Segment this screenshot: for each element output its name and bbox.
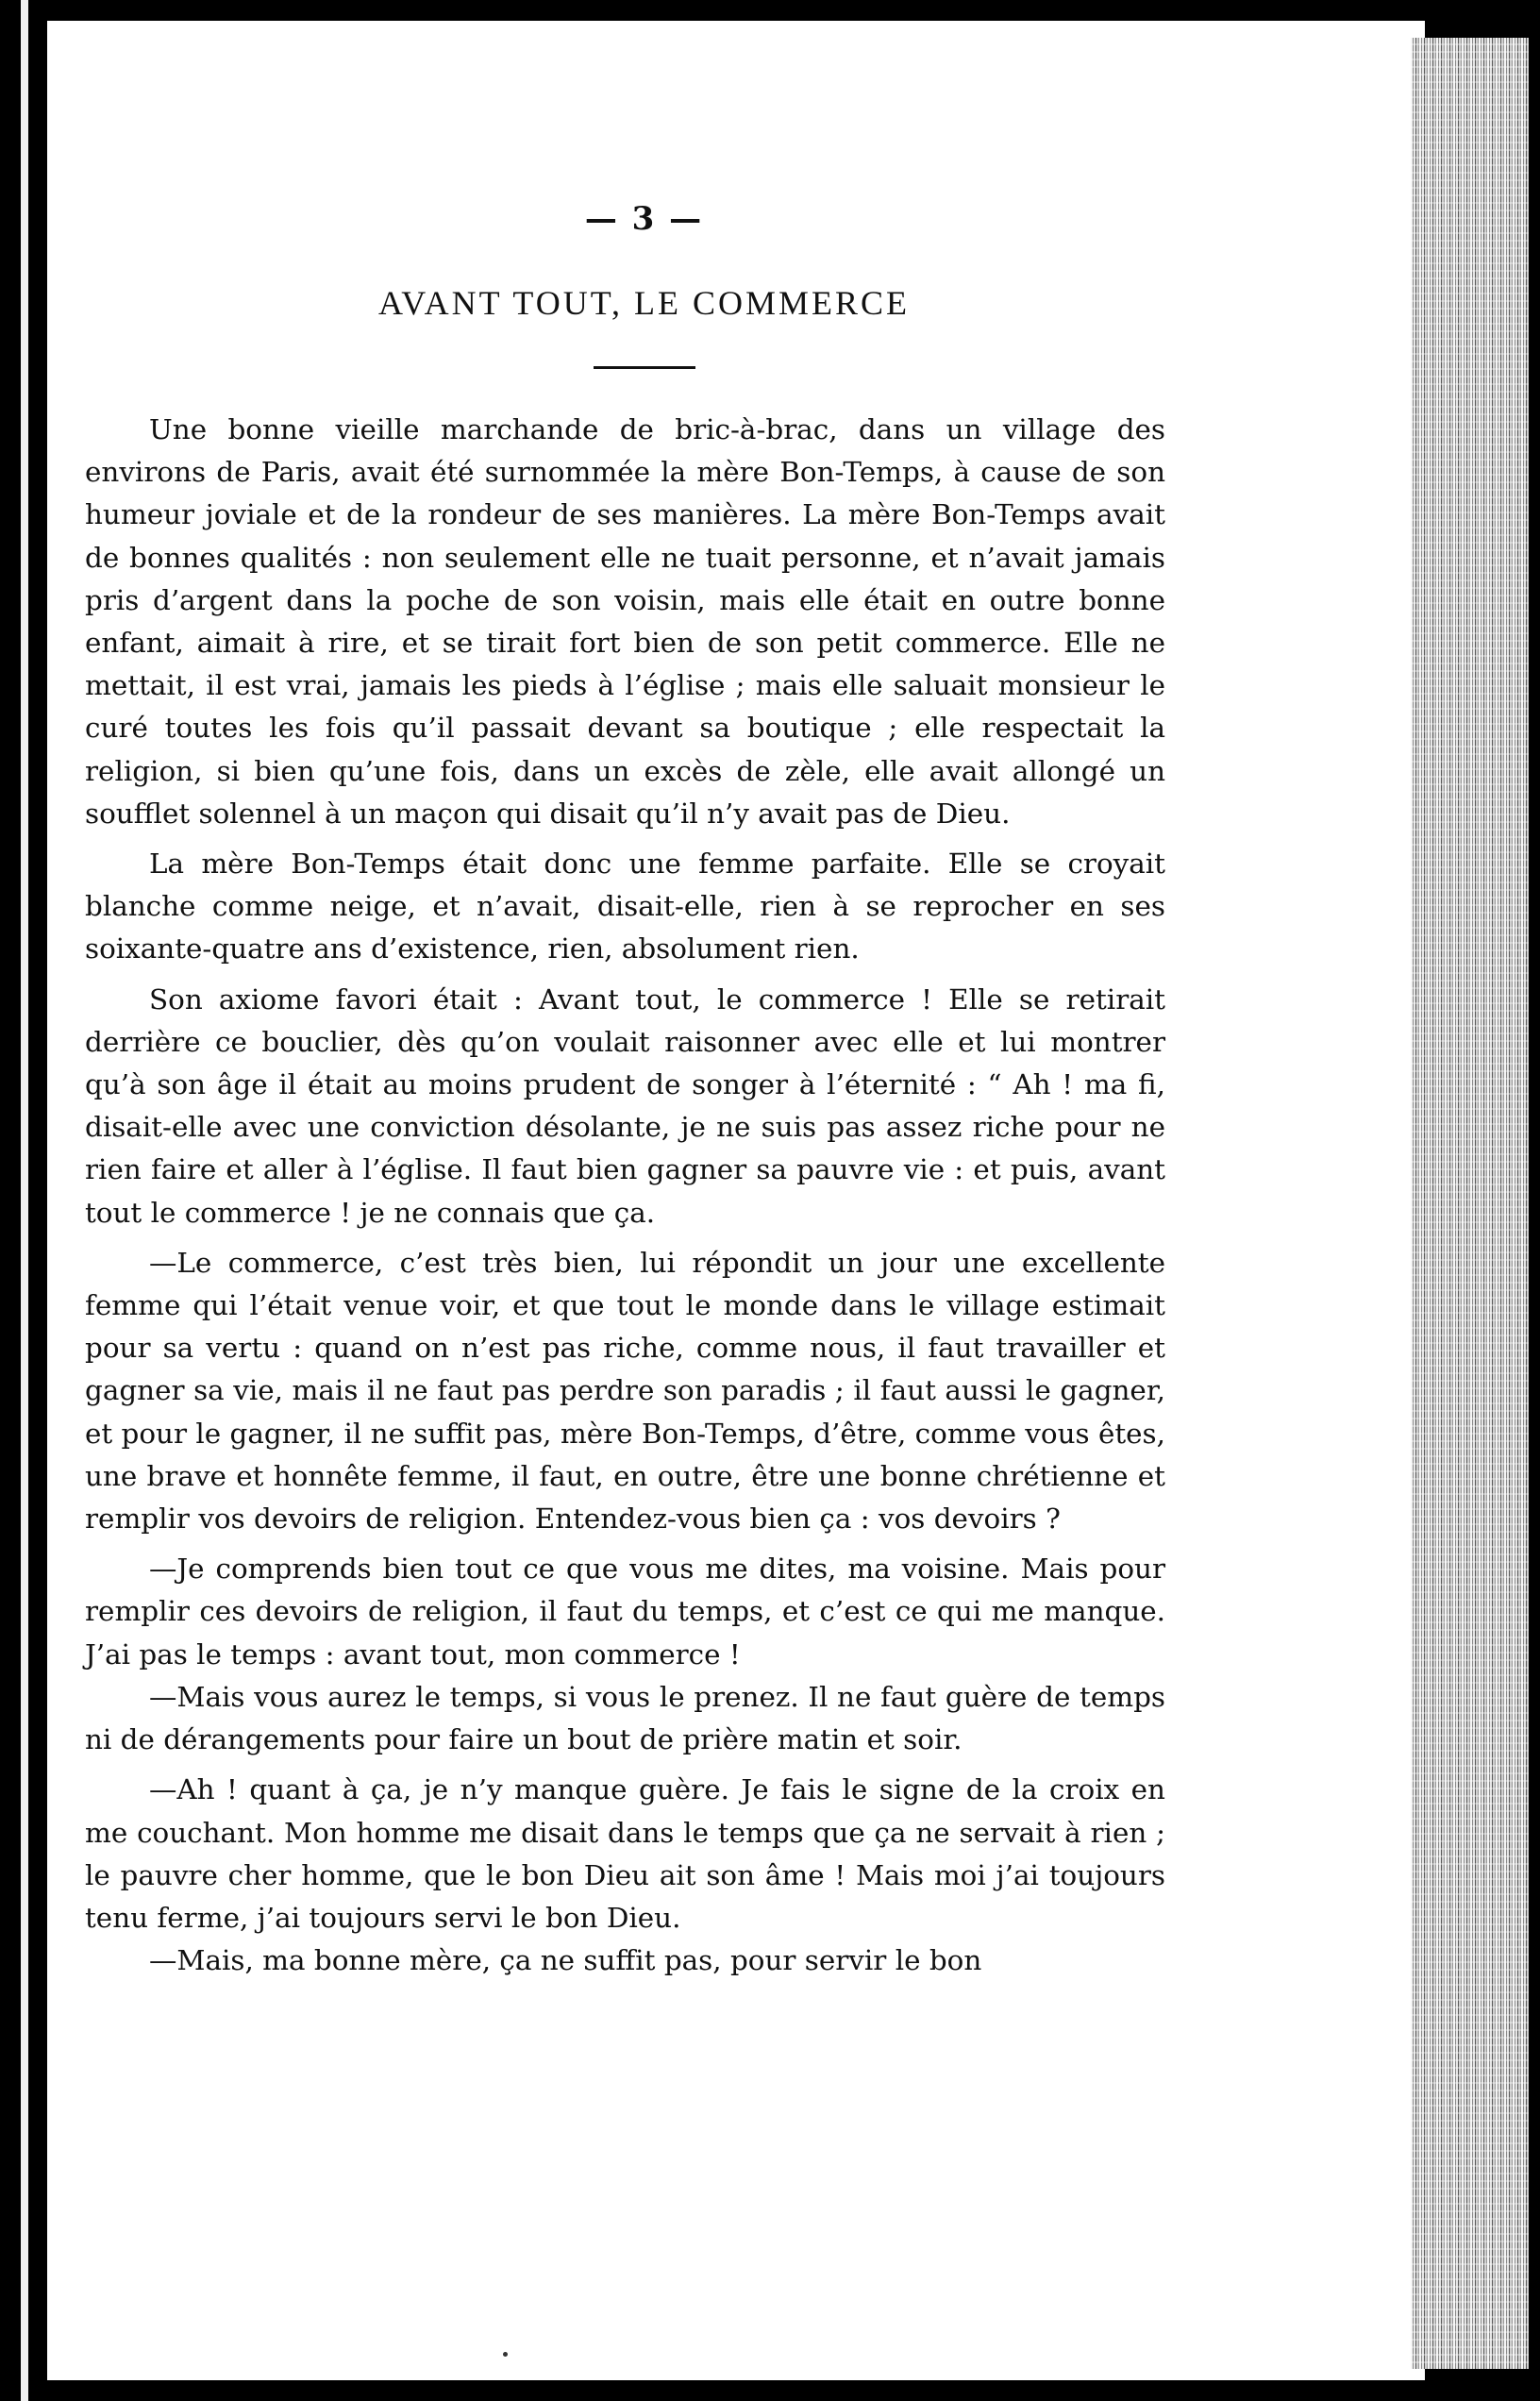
paragraph: Son axiome favori était : Avant tout, le commerce ! Elle se retirait derrière ce bouclier, dès qu’on voulait raisonner avec elle et lui montrer qu’à son âge il était au moins prudent de songer à l’éternité : “ Ah ! ma fi, disait-elle avec une conviction désolante, je ne suis pas assez riche pour ne rien faire et aller à l’église. Il faut bien gagner sa pauvre vie : et puis, avant tout le commerce ! je ne connais que ça. (85, 982, 1165, 1229)
chapter-title: AVANT TOUT, LE COMMERCE (377, 284, 911, 322)
body-text (85, 409, 1165, 1982)
ink-speck (503, 2352, 508, 2357)
left-page-edge (0, 0, 47, 2401)
text-block (85, 200, 1165, 1982)
paragraph: —Ah ! quant à ça, je n’y manque guère. Je fais le signe de la croix en me couchant. Mon homme me disait dans le temps que ça ne servait à rien ; le pauvre cher homme, que le bon Dieu ait son âme ! Mais moi j’ai toujours tenu ferme, j’ai toujours servi le bon Dieu. (85, 1773, 1165, 1934)
paragraph: —Mais, ma bonne mère, ça ne suffit pas, pour servir le bon (149, 1944, 982, 1977)
paragraph: —Le commerce, c’est très bien, lui répondit un jour une excellente femme qui l’était venue voir, et que tout le monde dans le village estimait pour sa vertu : quand on n’est pas riche, comme nous, il faut travailler et gagner sa vie, mais il ne faut pas perdre son paradis ; il faut aussi le gagner, et pour le gagner, il ne suffit pas, mère Bon-Temps, d’être, comme vous êtes, une brave et honnête femme, il faut, en outre, être une bonne chrétienne et remplir vos devoirs de religion. Entendez-vous bien ça : vos devoirs ? (85, 1246, 1165, 1536)
page-number: — 3 — (584, 200, 704, 238)
paragraph: Une bonne vieille marchande de bric-à-brac, dans un village des environs de Paris, avait été surnommée la mère Bon-Temps, à cause de son humeur joviale et de la rondeur de ses manières. La mère Bon-Temps avait de bonnes qualités : non seulement elle ne tuait personne, et n’avait jamais pris d’argent dans la poche de son voisin, mais elle était en outre bonne enfant, aimait à rire, et se tirait fort bien de son petit commerce. Elle ne mettait, il est vrai, jamais les pieds à l’église ; mais elle saluait monsieur le curé toutes les fois qu’il passait devant sa boutique ; elle respectait la religion, si bien qu’une fois, dans un excès de zèle, elle avait allongé un soufflet solennel à un maçon qui disait qu’il n’y avait pas de Dieu. (85, 413, 1165, 830)
book-page (47, 21, 1425, 2380)
title-rule (594, 366, 695, 369)
paragraph: La mère Bon-Temps était donc une femme parfaite. Elle se croyait blanche comme neige, et n’avait, disait-elle, rien à se reprocher en ses soixante-quatre ans d’existence, rien, absolument rien. (85, 848, 1165, 965)
paragraph: —Je comprends bien tout ce que vous me dites, ma voisine. Mais pour remplir ces devoirs de religion, il faut du temps, et c’est ce qui me manque. J’ai pas le temps : avant tout, mon commerce ! (85, 1553, 1165, 1671)
paragraph: —Mais vous aurez le temps, si vous le prenez. Il ne faut guère de temps ni de dérangements pour faire un bout de prière matin et soir. (85, 1680, 1165, 1756)
book-page-edges (1411, 38, 1529, 2369)
